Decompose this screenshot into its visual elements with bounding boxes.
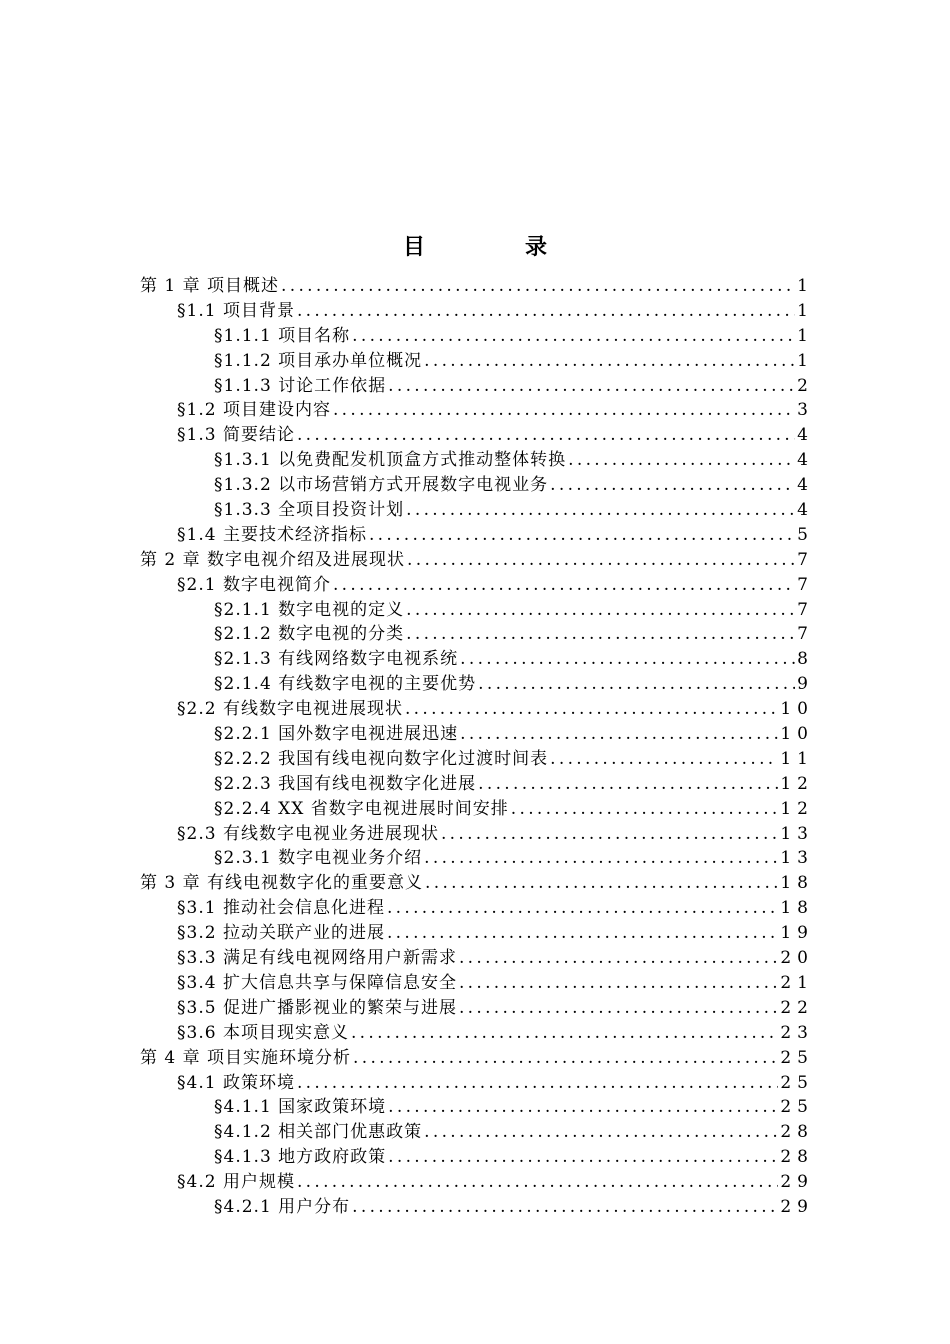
toc-entry-page: 2 <box>797 375 814 396</box>
toc-entry-label: 第 3 章 有线电视数字化的重要意义 <box>140 873 424 894</box>
toc-entry-label: §1.1.1 项目名称 <box>214 325 351 346</box>
toc-entry-page: 7 <box>797 599 814 620</box>
toc-entry[interactable] <box>140 672 814 697</box>
toc-entry-page: 1 <box>797 350 814 371</box>
toc-leader-dots <box>407 548 795 573</box>
toc-entry-page: 5 <box>797 524 814 545</box>
toc-entry-label: §2.1.2 数字电视的分类 <box>214 624 405 645</box>
toc-leader-dots <box>459 946 778 971</box>
toc-entry-label: §1.2 项目建设内容 <box>177 400 331 421</box>
toc-entry-page: 13 <box>780 823 814 844</box>
toc-leader-dots <box>568 448 795 473</box>
toc-entry[interactable] <box>140 797 814 822</box>
toc-entry-page: 21 <box>780 972 814 993</box>
toc-entry[interactable] <box>140 772 814 797</box>
toc-entry-page: 1 <box>797 300 814 321</box>
toc-entry-label: §4.1.2 相关部门优惠政策 <box>214 1122 423 1143</box>
toc-leader-dots <box>459 971 778 996</box>
toc-leader-dots <box>297 299 795 324</box>
toc-entry[interactable] <box>140 971 814 996</box>
page-title-left: 目 <box>402 234 425 260</box>
toc-entry[interactable] <box>140 299 814 324</box>
toc-entry[interactable] <box>140 498 814 523</box>
toc-leader-dots <box>478 772 778 797</box>
toc-entry-label: §4.1.1 国家政策环境 <box>214 1097 387 1118</box>
toc-entry[interactable] <box>140 1095 814 1120</box>
toc-entry[interactable] <box>140 1170 814 1195</box>
toc-leader-dots <box>459 996 778 1021</box>
toc-leader-dots <box>369 523 795 548</box>
toc-entry-page: 7 <box>797 549 814 570</box>
toc-leader-dots <box>297 1071 778 1096</box>
toc-entry-label: §3.1 推动社会信息化进程 <box>177 898 385 919</box>
toc-entry[interactable] <box>140 473 814 498</box>
toc-entry-label: §2.2.4 XX 省数字电视进展时间安排 <box>214 798 509 819</box>
toc-entry-label: §1.3 简要结论 <box>177 425 295 446</box>
toc-entry[interactable] <box>140 822 814 847</box>
table-of-contents <box>140 274 814 1220</box>
toc-leader-dots <box>388 1095 778 1120</box>
toc-entry[interactable] <box>140 896 814 921</box>
toc-entry[interactable] <box>140 349 814 374</box>
toc-entry-page: 8 <box>797 649 814 670</box>
toc-entry-label: §1.3.1 以免费配发机顶盒方式推动整体转换 <box>214 450 567 471</box>
toc-entry-page: 7 <box>797 574 814 595</box>
toc-entry-page: 29 <box>780 1196 814 1217</box>
toc-leader-dots <box>406 598 795 623</box>
toc-entry-label: §2.1.3 有线网络数字电视系统 <box>214 649 459 670</box>
toc-entry[interactable] <box>140 697 814 722</box>
toc-entry-label: §3.3 满足有线电视网络用户新需求 <box>177 948 457 969</box>
toc-leader-dots <box>406 622 795 647</box>
toc-leader-dots <box>388 374 795 399</box>
toc-entry-page: 11 <box>780 748 814 769</box>
toc-entry[interactable] <box>140 1046 814 1071</box>
toc-entry-label: §2.2 有线数字电视进展现状 <box>177 699 403 720</box>
toc-entry-label: §3.6 本项目现实意义 <box>177 1022 349 1043</box>
toc-leader-dots <box>387 921 778 946</box>
toc-entry[interactable] <box>140 921 814 946</box>
toc-entry-page: 28 <box>780 1122 814 1143</box>
toc-entry-label: §2.3.1 数字电视业务介绍 <box>214 848 423 869</box>
toc-entry-page: 12 <box>780 798 814 819</box>
toc-leader-dots <box>352 1195 778 1220</box>
toc-leader-dots <box>352 324 795 349</box>
toc-entry-label: §3.5 促进广播影视业的繁荣与进展 <box>177 997 457 1018</box>
toc-entry-page: 23 <box>780 1022 814 1043</box>
toc-leader-dots <box>387 896 778 921</box>
toc-leader-dots <box>550 747 778 772</box>
toc-entry[interactable] <box>140 996 814 1021</box>
toc-entry-page: 25 <box>780 1047 814 1068</box>
toc-entry-label: §4.1 政策环境 <box>177 1072 295 1093</box>
toc-leader-dots <box>511 797 779 822</box>
toc-entry-page: 9 <box>797 674 814 695</box>
toc-entry-label: §1.1.2 项目承办单位概况 <box>214 350 423 371</box>
toc-entry-page: 10 <box>780 724 814 745</box>
toc-entry-label: §2.2.2 我国有线电视向数字化过渡时间表 <box>214 748 549 769</box>
toc-entry[interactable] <box>140 647 814 672</box>
toc-entry-label: §3.2 拉动关联产业的进展 <box>177 923 385 944</box>
toc-entry-page: 4 <box>797 475 814 496</box>
toc-entry-label: 第 1 章 项目概述 <box>140 276 280 296</box>
toc-entry[interactable] <box>140 871 814 896</box>
toc-entry[interactable] <box>140 622 814 647</box>
toc-leader-dots <box>460 647 795 672</box>
toc-entry[interactable] <box>140 1071 814 1096</box>
toc-entry-page: 4 <box>797 500 814 521</box>
toc-leader-dots <box>353 1046 778 1071</box>
toc-entry-page: 4 <box>797 425 814 446</box>
toc-leader-dots <box>405 697 778 722</box>
toc-entry-label: §2.3 有线数字电视业务进展现状 <box>177 823 439 844</box>
toc-entry[interactable] <box>140 1120 814 1145</box>
toc-entry-page: 10 <box>780 699 814 720</box>
toc-entry[interactable] <box>140 523 814 548</box>
toc-leader-dots <box>333 398 795 423</box>
toc-leader-dots <box>297 423 795 448</box>
toc-entry-page: 22 <box>780 997 814 1018</box>
toc-leader-dots <box>406 498 795 523</box>
toc-entry-page: 7 <box>797 624 814 645</box>
toc-entry[interactable] <box>140 324 814 349</box>
toc-entry-label: §2.1.1 数字电视的定义 <box>214 599 405 620</box>
page-title <box>0 232 950 262</box>
toc-entry-page: 1 <box>797 325 814 346</box>
toc-leader-dots <box>351 1021 778 1046</box>
toc-entry-page: 13 <box>780 848 814 869</box>
toc-leader-dots <box>425 871 778 896</box>
toc-entry-page: 3 <box>797 400 814 421</box>
toc-entry-page: 18 <box>780 873 814 894</box>
toc-leader-dots <box>478 672 795 697</box>
toc-leader-dots <box>388 1145 778 1170</box>
toc-entry-label: §4.2.1 用户分布 <box>214 1196 351 1217</box>
toc-leader-dots <box>297 1170 778 1195</box>
toc-entry[interactable] <box>140 946 814 971</box>
toc-entry-label: §1.1.3 讨论工作依据 <box>214 375 387 396</box>
toc-entry-label: 第 4 章 项目实施环境分析 <box>140 1047 352 1068</box>
toc-entry[interactable] <box>140 398 814 423</box>
toc-entry-label: §2.1.4 有线数字电视的主要优势 <box>214 674 477 695</box>
toc-entry-label: §3.4 扩大信息共享与保障信息安全 <box>177 972 457 993</box>
toc-entry[interactable] <box>140 548 814 573</box>
toc-entry-page: 19 <box>780 923 814 944</box>
toc-entry-page: 1 <box>797 276 814 296</box>
toc-entry-page: 25 <box>780 1097 814 1118</box>
toc-entry[interactable] <box>140 423 814 448</box>
toc-entry[interactable] <box>140 374 814 399</box>
toc-leader-dots <box>424 1120 778 1145</box>
toc-entry[interactable] <box>140 722 814 747</box>
toc-leader-dots <box>333 573 795 598</box>
toc-entry-page: 18 <box>780 898 814 919</box>
toc-entry[interactable] <box>140 573 814 598</box>
toc-entry-page: 25 <box>780 1072 814 1093</box>
toc-entry-label: §1.3.2 以市场营销方式开展数字电视业务 <box>214 475 549 496</box>
toc-entry[interactable] <box>140 747 814 772</box>
toc-entry-page: 12 <box>780 773 814 794</box>
toc-entry-label: §1.1 项目背景 <box>177 300 295 321</box>
toc-entry-label: §2.1 数字电视简介 <box>177 574 331 595</box>
toc-entry-label: §4.2 用户规模 <box>177 1172 295 1193</box>
toc-entry-page: 28 <box>780 1147 814 1168</box>
toc-leader-dots <box>460 722 778 747</box>
toc-leader-dots <box>424 846 778 871</box>
toc-entry-page: 4 <box>797 450 814 471</box>
toc-entry-page: 29 <box>780 1172 814 1193</box>
toc-entry-label: §1.4 主要技术经济指标 <box>177 524 367 545</box>
toc-entry-page: 20 <box>780 948 814 969</box>
toc-leader-dots <box>550 473 795 498</box>
toc-entry-label: §4.1.3 地方政府政策 <box>214 1147 387 1168</box>
toc-entry[interactable] <box>140 448 814 473</box>
toc-leader-dots <box>441 822 778 847</box>
page-title-right: 录 <box>525 234 548 260</box>
toc-entry-label: §2.2.3 我国有线电视数字化进展 <box>214 773 477 794</box>
toc-entry[interactable] <box>140 1021 814 1046</box>
toc-entry[interactable] <box>140 1195 814 1220</box>
toc-leader-dots <box>281 274 795 299</box>
toc-entry[interactable] <box>140 1145 814 1170</box>
toc-entry-label: §2.2.1 国外数字电视进展迅速 <box>214 724 459 745</box>
toc-entry-label: §1.3.3 全项目投资计划 <box>214 500 405 521</box>
toc-entry[interactable] <box>140 846 814 871</box>
toc-entry[interactable] <box>140 274 814 299</box>
toc-entry[interactable] <box>140 598 814 623</box>
toc-leader-dots <box>424 349 795 374</box>
toc-entry-label: 第 2 章 数字电视介绍及进展现状 <box>140 549 406 570</box>
